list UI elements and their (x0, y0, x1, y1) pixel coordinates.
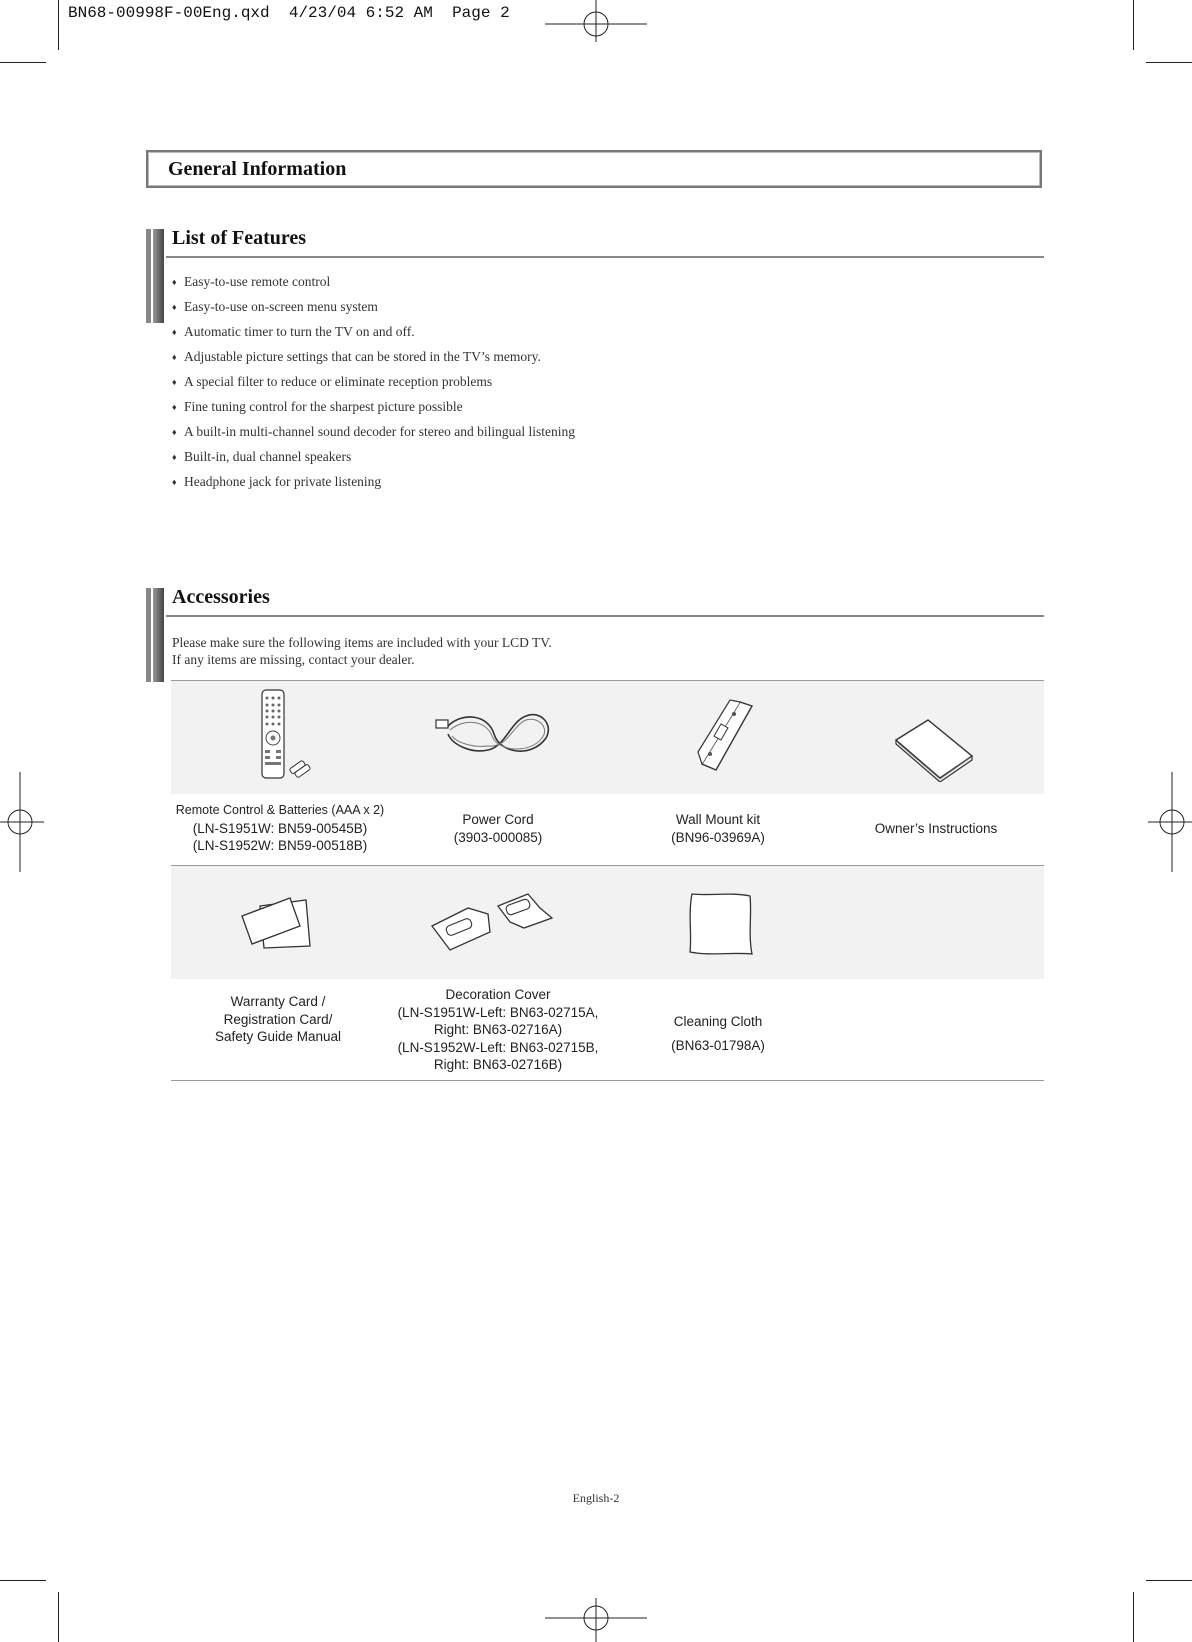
page-number: English-2 (572, 1491, 620, 1505)
decoration-cover-icon (428, 892, 560, 954)
print-slug: BN68-00998F-00Eng.qxd 4/23/04 6:52 AM Page 2 (68, 4, 510, 22)
general-information-header (146, 150, 1042, 188)
list-item: ♦ Headphone jack for private listening (172, 472, 575, 497)
cleaning-cloth-icon (686, 890, 756, 958)
diamond-bullet-icon: ♦ (172, 377, 177, 387)
crop-mark-bottom-left-v (58, 1592, 59, 1642)
accessory-caption-cleaning-cloth: Cleaning Cloth (BN63-01798A) (671, 1014, 765, 1053)
list-item: ♦ A special filter to reduce or eliminate reception problems (172, 372, 575, 397)
features-rule (166, 256, 1044, 258)
diamond-bullet-icon: ♦ (172, 452, 177, 462)
list-item: ♦ A built-in multi-channel sound decoder for stereo and bilingual listening (172, 422, 575, 447)
crop-mark-top-right-h (1146, 62, 1192, 63)
crop-mark-top-left-v (58, 0, 59, 50)
list-item: ♦ Automatic timer to turn the TV on and off. (172, 322, 575, 347)
list-item: ♦ Easy-to-use on-screen menu system (172, 297, 575, 322)
crop-mark-bottom-right-h (1146, 1580, 1192, 1581)
diamond-bullet-icon: ♦ (172, 427, 177, 437)
list-item: ♦ Fine tuning control for the sharpest picture possible (172, 397, 575, 422)
registration-mark-bottom-icon (545, 1598, 647, 1642)
remote-control-icon (254, 688, 314, 783)
warranty-card-icon (240, 896, 316, 950)
diamond-bullet-icon: ♦ (172, 402, 177, 412)
crop-mark-bottom-right-v (1133, 1592, 1134, 1642)
registration-mark-top-icon (545, 0, 647, 42)
wall-mount-kit-icon (690, 696, 760, 774)
list-item: ♦ Easy-to-use remote control (172, 272, 575, 297)
accessories-rule (166, 615, 1044, 617)
features-list (172, 272, 575, 497)
registration-mark-right-icon (1148, 772, 1192, 872)
crop-mark-top-right-v (1133, 0, 1134, 50)
diamond-bullet-icon: ♦ (172, 352, 177, 362)
owners-instructions-icon (892, 716, 976, 782)
registration-mark-left-icon (0, 772, 44, 872)
diamond-bullet-icon: ♦ (172, 302, 177, 312)
accessory-caption-warranty-card: Warranty Card / Registration Card/ Safety Guide Manual (214, 994, 342, 1044)
table-rule-bottom (171, 1080, 1044, 1081)
crop-mark-top-left-h (0, 62, 46, 63)
diamond-bullet-icon: ♦ (172, 477, 177, 487)
crop-mark-bottom-left-h (0, 1580, 46, 1581)
diamond-bullet-icon: ♦ (172, 327, 177, 337)
power-cord-icon (432, 706, 556, 762)
features-title: List of Features (172, 227, 307, 249)
list-item: ♦ Adjustable picture settings that can be stored in the TV’s memory. (172, 347, 575, 372)
accessories-title: Accessories (172, 586, 270, 608)
page-title: General Information (168, 158, 347, 180)
accessory-caption-remote-control: Remote Control & Batteries (AAA x 2) (LN-S1951W: BN59-00545B) (LN-S1952W: BN59-00518B) (175, 803, 385, 853)
list-item: ♦ Built-in, dual channel speakers (172, 447, 575, 472)
accessory-caption-owners-instructions: Owner’s Instructions (874, 821, 998, 836)
accessory-caption-decoration-cover: Decoration Cover (LN-S1951W-Left: BN63-02715A, Right: BN63-02716A) (LN-S1952W-Left: BN63-02715B, Right: BN63-02716B) (397, 987, 599, 1072)
accessories-section-bar (146, 588, 164, 682)
accessory-caption-power-cord: Power Cord (3903-000085) (453, 812, 543, 845)
accessories-intro: Please make sure the following items are included with your LCD TV. If any items are missing, contact your dealer. (172, 635, 552, 667)
features-section-bar (146, 229, 164, 323)
accessory-caption-wall-mount-kit: Wall Mount kit (BN96-03969A) (671, 812, 765, 845)
diamond-bullet-icon: ♦ (172, 277, 177, 287)
